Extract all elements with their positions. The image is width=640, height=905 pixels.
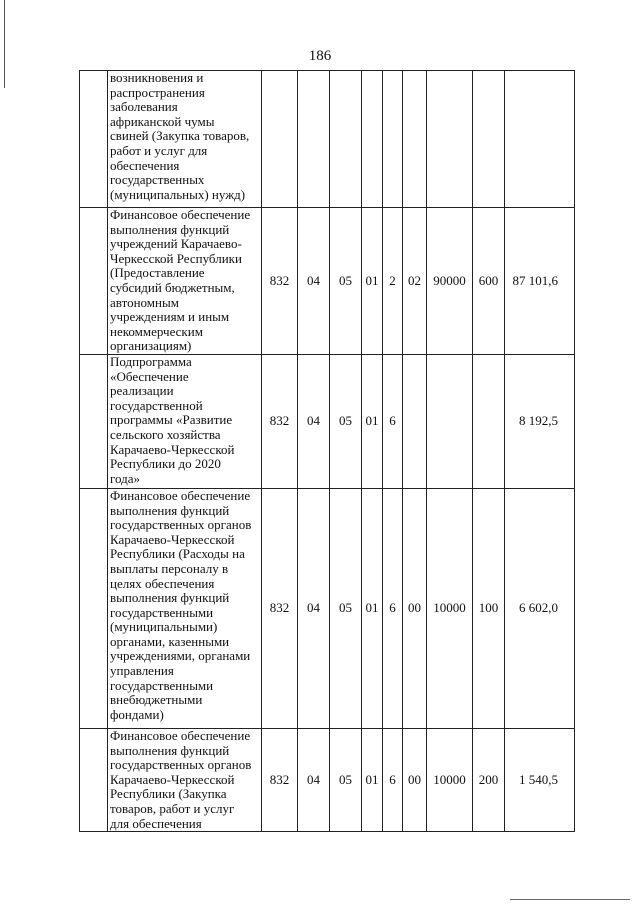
- index-cell: [80, 354, 108, 488]
- event-code-cell: [403, 71, 427, 208]
- index-cell: [80, 208, 108, 355]
- description-line: государственных органов: [110, 757, 252, 773]
- subsection-code-cell: 05: [330, 208, 362, 355]
- ministry-code-cell: 832: [262, 354, 298, 488]
- scan-margin-line: [4, 0, 5, 88]
- description-line: заболевания: [110, 99, 178, 115]
- section-code-cell: 04: [298, 488, 330, 728]
- event-code-cell: 00: [403, 728, 427, 831]
- table-row: [80, 71, 575, 208]
- direction-code-cell: [427, 354, 473, 488]
- description-line: сельского хозяйства: [110, 426, 221, 442]
- event-code-cell: 00: [403, 488, 427, 728]
- description-line: выплаты персоналу в: [110, 560, 229, 576]
- description-line: возникновения и: [110, 70, 204, 85]
- subprogram-code-cell: [383, 71, 403, 208]
- ministry-code-cell: 832: [262, 728, 298, 831]
- description-line: распространения: [110, 84, 205, 100]
- description-line: Республики до 2020: [110, 456, 221, 472]
- description-line: работ и услуг для: [110, 142, 208, 158]
- description-line: Карачаево-Черкесской: [110, 531, 235, 547]
- subprogram-code-cell: 6: [383, 728, 403, 831]
- description-line: некоммерческим: [110, 323, 203, 339]
- description-line: государственными: [110, 677, 214, 693]
- description-line: Карачаево-Черкесской: [110, 441, 235, 457]
- description-line: внебюджетными: [110, 692, 203, 708]
- expense-type-cell: 600: [473, 208, 505, 355]
- description-line: «Обеспечение: [110, 368, 189, 384]
- program-code-cell: 01: [362, 728, 383, 831]
- description-line: субсидий бюджетным,: [110, 279, 235, 295]
- description-line: Республики (Закупка: [110, 786, 227, 802]
- program-code-cell: [362, 71, 383, 208]
- description-line: выполнения функций: [110, 742, 230, 758]
- description-line: учреждениями, органами: [110, 648, 251, 664]
- subprogram-code-cell: 2: [383, 208, 403, 355]
- direction-code-cell: 10000: [427, 728, 473, 831]
- description-line: африканской чумы: [110, 113, 215, 129]
- subsection-code-cell: 05: [330, 488, 362, 728]
- index-cell: [80, 488, 108, 728]
- amount-cell: 1 540,5: [505, 728, 575, 831]
- description-line: фондами): [110, 706, 164, 722]
- description-line: (муниципальными): [110, 619, 218, 635]
- program-code-cell: 01: [362, 354, 383, 488]
- description-line: Карачаево-Черкесской: [110, 771, 235, 787]
- description-cell: [108, 208, 262, 355]
- description-cell: [108, 728, 262, 831]
- description-cell: [108, 354, 262, 488]
- direction-code-cell: 10000: [427, 488, 473, 728]
- description-line: целях обеспечения: [110, 575, 215, 591]
- table-row: [80, 354, 575, 488]
- description-line: управления: [110, 663, 174, 679]
- ministry-code-cell: [262, 71, 298, 208]
- description-line: выполнения функций: [110, 221, 230, 237]
- index-cell: [80, 728, 108, 831]
- description-line: для обеспечения: [110, 815, 202, 831]
- description-line: программы «Развитие: [110, 412, 233, 428]
- subsection-code-cell: [330, 71, 362, 208]
- description-line: Черкесской Республики: [110, 250, 242, 266]
- description-line: обеспечения: [110, 157, 180, 173]
- description-line: государственных: [110, 172, 205, 188]
- description-line: Финансовое обеспечение: [110, 728, 251, 743]
- description-line: реализации: [110, 383, 174, 399]
- table-row: [80, 488, 575, 728]
- amount-cell: 8 192,5: [505, 354, 575, 488]
- description-line: свиней (Закупка товаров,: [110, 128, 250, 144]
- description-cell: [108, 71, 262, 208]
- description-line: государственных органов: [110, 517, 252, 533]
- description-cell: [108, 488, 262, 728]
- description-line: Финансовое обеспечение: [110, 207, 251, 222]
- description-line: (Предоставление: [110, 265, 205, 281]
- event-code-cell: 02: [403, 208, 427, 355]
- description-line: выполнения функций: [110, 590, 230, 606]
- description-line: государственной: [110, 397, 203, 413]
- description-line: Подпрограмма: [110, 354, 192, 369]
- description-line: (муниципальных) нужд): [110, 186, 246, 202]
- expense-type-cell: [473, 71, 505, 208]
- amount-cell: 6 602,0: [505, 488, 575, 728]
- index-cell: [80, 71, 108, 208]
- direction-code-cell: [427, 71, 473, 208]
- page-number: 186: [308, 48, 332, 64]
- description-line: Республики (Расходы на: [110, 546, 245, 562]
- description-line: товаров, работ и услуг: [110, 800, 235, 816]
- amount-cell: [505, 71, 575, 208]
- description-line: организациям): [110, 338, 192, 354]
- scan-bottom-line: [510, 899, 630, 900]
- direction-code-cell: 90000: [427, 208, 473, 355]
- expense-type-cell: 100: [473, 488, 505, 728]
- ministry-code-cell: 832: [262, 488, 298, 728]
- subsection-code-cell: 05: [330, 728, 362, 831]
- description-line: выполнения функций: [110, 502, 230, 518]
- amount-cell: 87 101,6: [505, 208, 575, 355]
- section-code-cell: 04: [298, 728, 330, 831]
- description-line: государственными: [110, 604, 214, 620]
- ministry-code-cell: 832: [262, 208, 298, 355]
- program-code-cell: 01: [362, 488, 383, 728]
- event-code-cell: [403, 354, 427, 488]
- description-line: органами, казенными: [110, 633, 230, 649]
- subsection-code-cell: 05: [330, 354, 362, 488]
- section-code-cell: [298, 71, 330, 208]
- description-line: Финансовое обеспечение: [110, 488, 251, 503]
- description-line: учреждениям и иным: [110, 309, 230, 325]
- description-line: автономным: [110, 294, 179, 310]
- table-row: [80, 208, 575, 355]
- expense-type-cell: [473, 354, 505, 488]
- program-code-cell: 01: [362, 208, 383, 355]
- expense-type-cell: 200: [473, 728, 505, 831]
- budget-table: [79, 70, 575, 832]
- description-line: учреждений Карачаево-: [110, 236, 242, 252]
- section-code-cell: 04: [298, 354, 330, 488]
- description-line: года»: [110, 470, 141, 486]
- section-code-cell: 04: [298, 208, 330, 355]
- table-row: [80, 728, 575, 831]
- subprogram-code-cell: 6: [383, 354, 403, 488]
- subprogram-code-cell: 6: [383, 488, 403, 728]
